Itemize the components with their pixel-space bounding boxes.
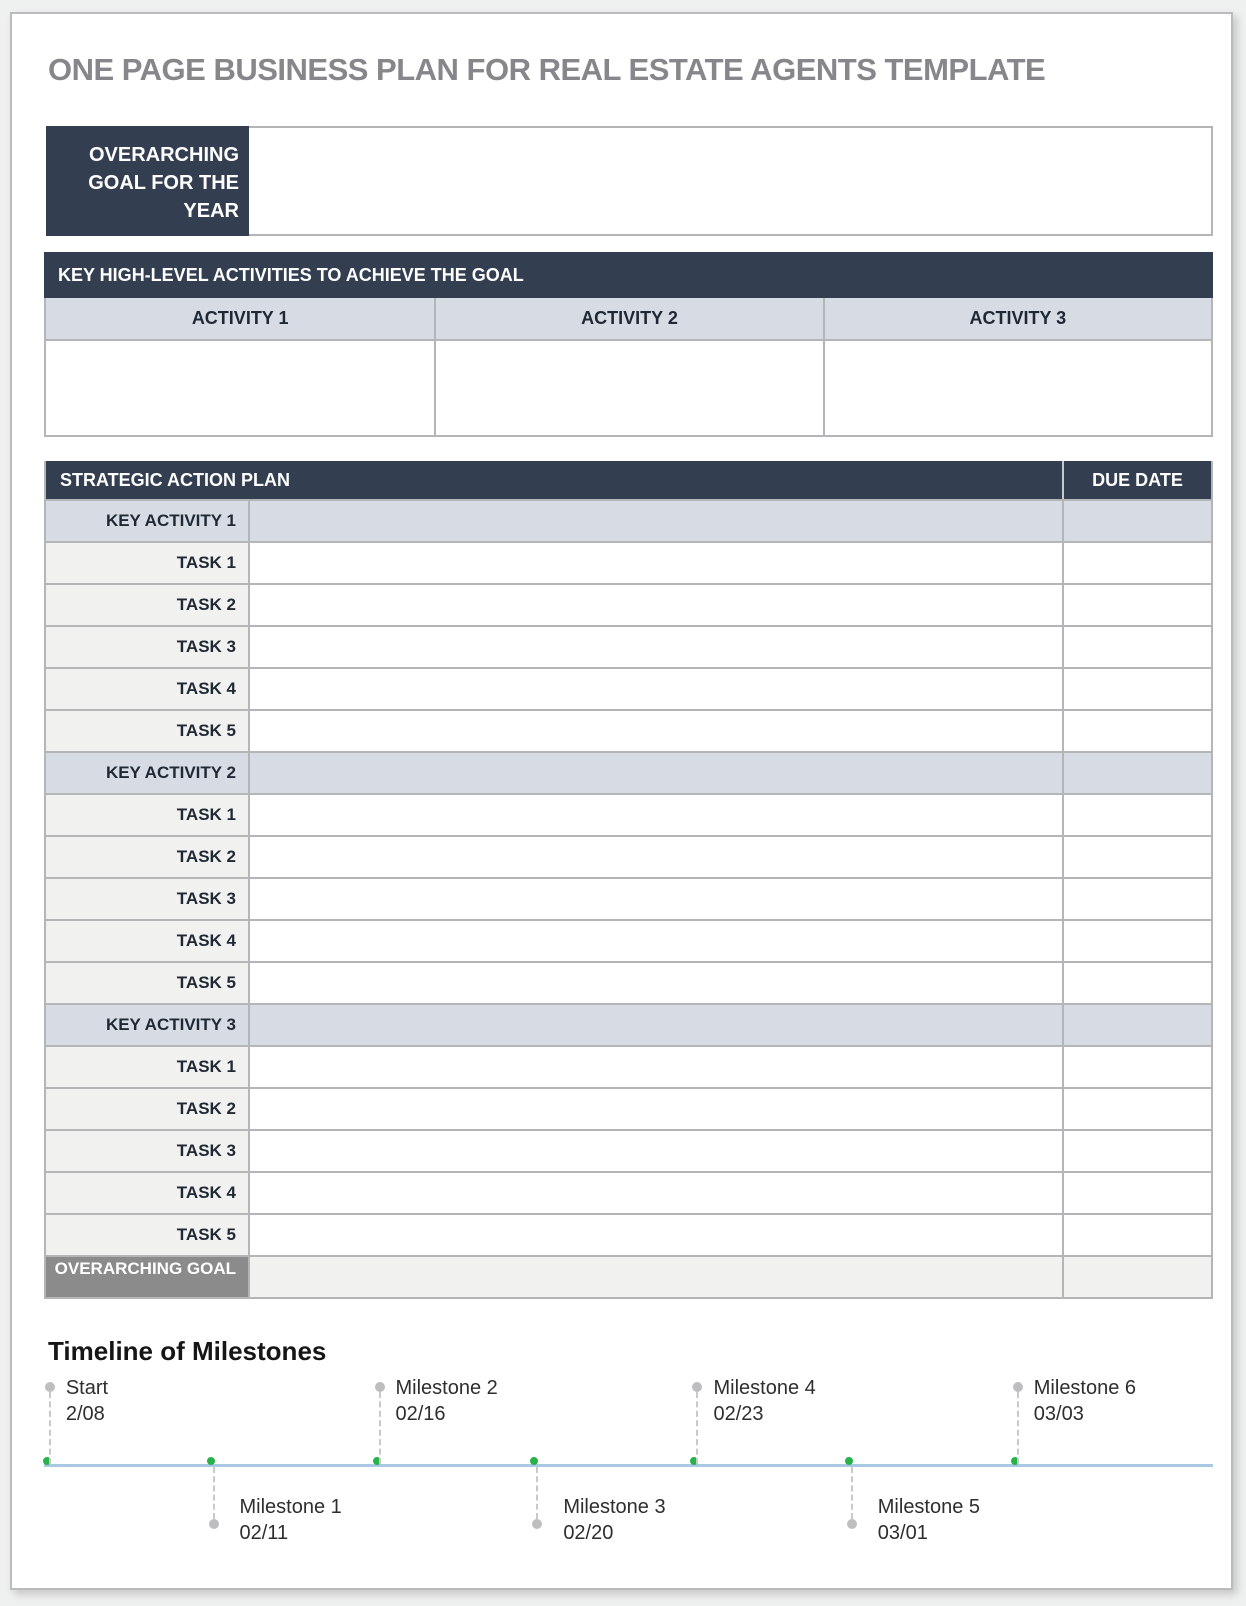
overarching-goal-section [46, 126, 1213, 236]
milestone-name: Milestone 6 [1033, 1377, 1137, 1399]
task-row [46, 667, 1211, 709]
milestone-name: Milestone 1 [239, 1496, 342, 1518]
task-row-value-cell [250, 1215, 1062, 1255]
milestone-name: Milestone 5 [877, 1496, 981, 1518]
strategic-plan-rows [46, 499, 1211, 1297]
milestone-endpoint-icon [847, 1519, 857, 1529]
task-row-due-date-cell [1062, 1173, 1211, 1213]
milestone-name: Milestone 3 [563, 1496, 666, 1518]
page-title: ONE PAGE BUSINESS PLAN FOR REAL ESTATE AGENTS TEMPLATE [48, 52, 1046, 87]
task-row [46, 793, 1211, 835]
task-row-label: TASK 1 [46, 1047, 250, 1087]
strategic-action-plan-section [44, 461, 1213, 1299]
task-row-label: TASK 5 [46, 711, 250, 751]
milestone-name: Start [65, 1377, 109, 1399]
task-row-value-cell [250, 837, 1062, 877]
task-row [46, 541, 1211, 583]
task-row [46, 625, 1211, 667]
timeline-axis-line [44, 1464, 1213, 1467]
task-row [46, 835, 1211, 877]
milestone-connector-line [1017, 1392, 1019, 1464]
key-activity-row-value-cell [250, 501, 1062, 541]
task-row-due-date-cell [1062, 879, 1211, 919]
task-row-label: TASK 1 [46, 795, 250, 835]
task-row-value-cell [250, 669, 1062, 709]
activity-column-header: ACTIVITY 1 [46, 298, 434, 339]
milestone-label [66, 1375, 108, 1427]
task-row-label: TASK 2 [46, 837, 250, 877]
milestone-timeline [44, 1375, 1213, 1585]
task-row-value-cell [250, 921, 1062, 961]
milestone-label [713, 1375, 815, 1427]
task-row-due-date-cell [1062, 669, 1211, 709]
milestone-endpoint-icon [209, 1519, 219, 1529]
overarching-goal-row-value-cell [250, 1257, 1062, 1297]
key-activity-row-label: KEY ACTIVITY 2 [46, 753, 250, 793]
milestone-marker-icon [845, 1457, 853, 1465]
task-row-label: TASK 3 [46, 879, 250, 919]
task-row [46, 1213, 1211, 1255]
milestone-endpoint-icon [45, 1382, 55, 1392]
task-row-value-cell [250, 1173, 1062, 1213]
task-row [46, 919, 1211, 961]
task-row-due-date-cell [1062, 921, 1211, 961]
task-row-value-cell [250, 711, 1062, 751]
task-row-label: TASK 4 [46, 921, 250, 961]
task-row [46, 1087, 1211, 1129]
task-row [46, 1171, 1211, 1213]
milestone-date: 03/01 [877, 1522, 928, 1544]
overarching-goal-row [46, 1255, 1211, 1297]
key-activities-table [44, 298, 1213, 437]
milestone-label [240, 1494, 342, 1546]
task-row-value-cell [250, 627, 1062, 667]
document-page [10, 12, 1233, 1590]
task-row-due-date-cell [1062, 795, 1211, 835]
strategic-plan-header-row [46, 461, 1211, 499]
task-row-value-cell [250, 795, 1062, 835]
milestone-marker-icon [207, 1457, 215, 1465]
activity-column-header: ACTIVITY 2 [434, 298, 822, 339]
task-row-due-date-cell [1062, 543, 1211, 583]
milestone-date: 2/08 [65, 1403, 105, 1425]
task-row [46, 961, 1211, 1003]
task-row-due-date-cell [1062, 1089, 1211, 1129]
task-row-label: TASK 2 [46, 1089, 250, 1129]
milestone-label [563, 1494, 665, 1546]
key-activity-row-value-cell [250, 1005, 1062, 1045]
task-row-label: TASK 1 [46, 543, 250, 583]
task-row-due-date-cell [1062, 837, 1211, 877]
milestone-date: 02/11 [239, 1522, 289, 1544]
task-row-value-cell [250, 1047, 1062, 1087]
milestone-name: Milestone 2 [395, 1377, 498, 1399]
milestone-date: 02/16 [395, 1403, 446, 1425]
milestone-name: Milestone 4 [713, 1377, 816, 1399]
activity-value-cell [46, 339, 434, 435]
milestone-date: 02/20 [563, 1522, 614, 1544]
key-activity-row-due-date-cell [1062, 501, 1211, 541]
milestone-connector-line [851, 1467, 853, 1519]
key-activity-row-label: KEY ACTIVITY 1 [46, 501, 250, 541]
strategic-plan-header: STRATEGIC ACTION PLAN [60, 470, 290, 490]
task-row-label: TASK 5 [46, 963, 250, 1003]
milestone-label [1034, 1375, 1136, 1427]
task-row-due-date-cell [1062, 1215, 1211, 1255]
task-row-due-date-cell [1062, 1131, 1211, 1171]
task-row-label: TASK 3 [46, 627, 250, 667]
task-row-value-cell [250, 585, 1062, 625]
task-row [46, 709, 1211, 751]
milestone-connector-line [213, 1467, 215, 1519]
task-row-due-date-cell [1062, 627, 1211, 667]
task-row-value-cell [250, 1089, 1062, 1129]
milestone-endpoint-icon [692, 1382, 702, 1392]
task-row-due-date-cell [1062, 585, 1211, 625]
activity-column-header: ACTIVITY 3 [823, 298, 1211, 339]
activity-value-cell [434, 339, 822, 435]
task-row [46, 1129, 1211, 1171]
milestone-label [396, 1375, 498, 1427]
milestone-connector-line [536, 1467, 538, 1519]
key-activity-row-value-cell [250, 753, 1062, 793]
key-activity-row [46, 1003, 1211, 1045]
task-row-label: TASK 4 [46, 669, 250, 709]
task-row-value-cell [250, 1131, 1062, 1171]
task-row-value-cell [250, 879, 1062, 919]
milestone-date: 02/23 [713, 1403, 764, 1425]
task-row-due-date-cell [1062, 711, 1211, 751]
task-row-due-date-cell [1062, 1047, 1211, 1087]
due-date-column-header: DUE DATE [1062, 461, 1211, 499]
timeline-title: Timeline of Milestones [48, 1336, 327, 1366]
task-row-due-date-cell [1062, 963, 1211, 1003]
key-activity-row-due-date-cell [1062, 1005, 1211, 1045]
overarching-goal-row-label: OVERARCHING GOAL [46, 1257, 250, 1297]
key-activity-row [46, 499, 1211, 541]
task-row-value-cell [250, 543, 1062, 583]
overarching-goal-row-due-date-cell [1062, 1257, 1211, 1297]
key-activity-row-due-date-cell [1062, 753, 1211, 793]
milestone-endpoint-icon [1013, 1382, 1023, 1392]
key-activities-header: KEY HIGH-LEVEL ACTIVITIES TO ACHIEVE THE GOAL [44, 252, 1213, 298]
task-row [46, 1045, 1211, 1087]
key-activities-section [44, 252, 1213, 437]
milestone-connector-line [696, 1392, 698, 1464]
milestone-connector-line [379, 1392, 381, 1464]
task-row-label: TASK 5 [46, 1215, 250, 1255]
task-row [46, 877, 1211, 919]
task-row-label: TASK 2 [46, 585, 250, 625]
milestone-connector-line [49, 1392, 51, 1464]
activity-value-cell [823, 339, 1211, 435]
milestone-label [878, 1494, 980, 1546]
key-activity-row-label: KEY ACTIVITY 3 [46, 1005, 250, 1045]
overarching-goal-label: OVERARCHING GOAL FOR THE YEAR [46, 126, 249, 236]
task-row [46, 583, 1211, 625]
task-row-value-cell [250, 963, 1062, 1003]
key-activity-row [46, 751, 1211, 793]
task-row-label: TASK 4 [46, 1173, 250, 1213]
milestone-date: 03/03 [1033, 1403, 1084, 1425]
task-row-label: TASK 3 [46, 1131, 250, 1171]
overarching-goal-value-cell [249, 126, 1213, 236]
milestone-endpoint-icon [375, 1382, 385, 1392]
milestone-endpoint-icon [532, 1519, 542, 1529]
